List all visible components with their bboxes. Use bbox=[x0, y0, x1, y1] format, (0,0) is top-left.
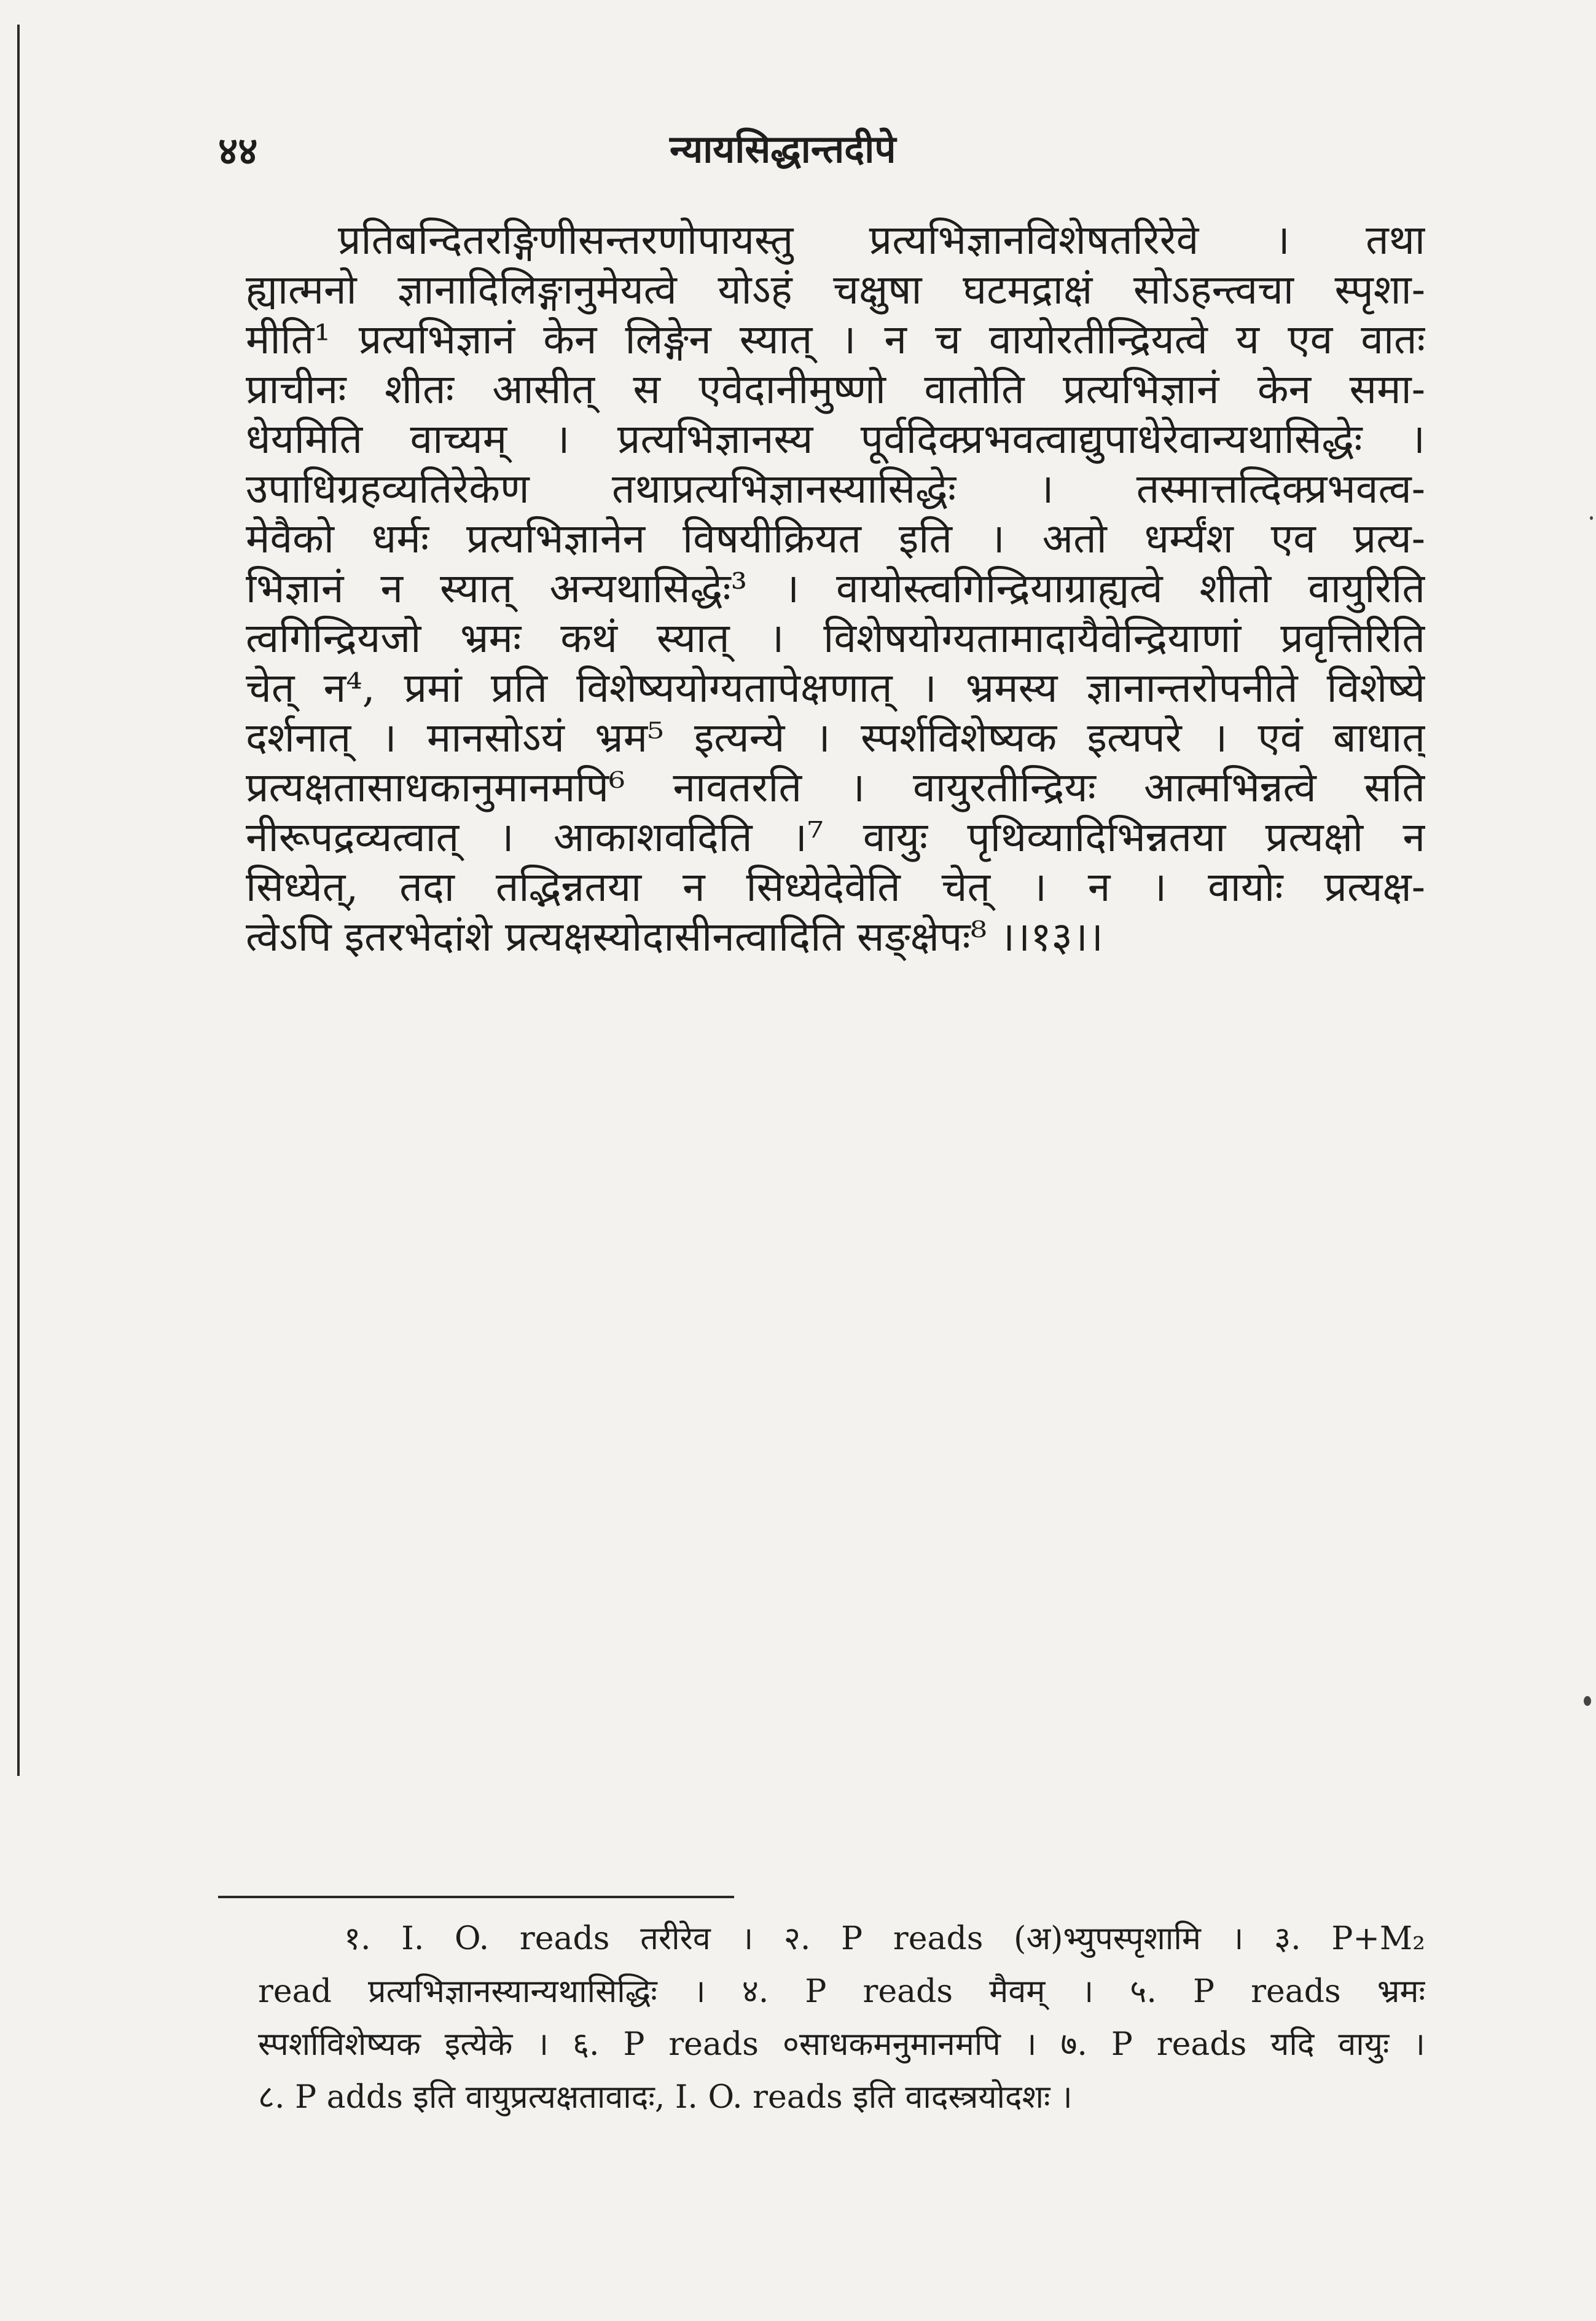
text-line: प्रत्यक्षतासाधकानुमानमपि⁶ नावतरति । वायुरतीन्द्रियः आत्मभिन्नत्वे सति bbox=[246, 764, 1425, 811]
footnote-line: १. I. O. reads तरीरेव । २. P reads (अ)भ्युपस्पृशामि । ३. P+M₂ bbox=[344, 1920, 1425, 1957]
main-text bbox=[246, 215, 1425, 962]
text-line: नीरूपद्रव्यत्वात् । आकाशवदिति ।⁷ वायुः पृथिव्यादिभिन्नतया प्रत्यक्षो न bbox=[246, 814, 1425, 861]
footnote-rule bbox=[218, 1896, 734, 1898]
footnote-line: ८. P adds इति वायुप्रत्यक्षतावादः, I. O. reads इति वादस्त्रयोदशः । bbox=[258, 2079, 1073, 2116]
text-line: दर्शनात् । मानसोऽयं भ्रम⁵ इत्यन्ये । स्पर्शविशेष्यक इत्यपरे । एवं बाधात् bbox=[246, 714, 1425, 761]
scan-speck bbox=[1584, 1696, 1591, 1706]
text-line: चेत् न⁴, प्रमां प्रति विशेष्ययोग्यतापेक्षणात् । भ्रमस्य ज्ञानान्तरोपनीते विशेष्ये bbox=[246, 664, 1425, 712]
text-line: धेयमिति वाच्यम् । प्रत्यभिज्ञानस्य पूर्वदिक्प्रभवत्वाद्युपाधेरेवान्यथासिद्धेः । bbox=[246, 415, 1425, 463]
scan-speck bbox=[1590, 516, 1593, 520]
footnotes bbox=[258, 1912, 1425, 2124]
text-line: मेवैको धर्मः प्रत्यभिज्ञानेन विषयीक्रियत इति । अतो धर्म्यंश एव प्रत्य- bbox=[246, 515, 1425, 562]
footnote-line: स्पर्शाविशेष्यक इत्येके । ६. P reads ०साधकमनुमानमपि । ७. P reads यदि वायुः । bbox=[258, 2026, 1425, 2063]
text-line: सिध्येत्, तदा तद्भिन्नतया न सिध्येदेवेति चेत् । न । वायोः प्रत्यक्ष- bbox=[246, 863, 1425, 911]
page-edge-rule bbox=[17, 25, 20, 1776]
text-line: उपाधिग्रहव्यतिरेकेण तथाप्रत्यभिज्ञानस्यासिद्धेः । तस्मात्तत्दिक्प्रभवत्व- bbox=[246, 465, 1425, 513]
text-line: त्वेऽपि इतरभेदांशे प्रत्यक्षस्योदासीनत्वादिति सङ्क्षेपः⁸ ।।१३।। bbox=[246, 913, 1103, 960]
page-number: ४४ bbox=[218, 128, 258, 173]
running-title: न्यायसिद्धान्तदीपे bbox=[670, 127, 896, 171]
text-line: भिज्ञानं न स्यात् अन्यथासिद्धेः³ । वायोस्त्वगिन्द्रियाग्राह्यत्वे शीतो वायुरिति bbox=[246, 565, 1425, 612]
footnote-line: read प्रत्यभिज्ञानस्यान्यथासिद्धिः । ४. P reads मैवम् । ५. P reads भ्रमः bbox=[258, 1973, 1425, 2010]
text-line: ह्यात्मनो ज्ञानादिलिङ्गानुमेयत्वे योऽहं चक्षुषा घटमद्राक्षं सोऽहन्त्वचा स्पृशा- bbox=[246, 266, 1425, 313]
text-line: प्राचीनः शीतः आसीत् स एवेदानीमुष्णो वातोति प्रत्यभिज्ञानं केन समा- bbox=[246, 366, 1425, 413]
text-line: त्वगिन्द्रियजो भ्रमः कथं स्यात् । विशेषयोग्यतामादायैवेन्द्रियाणां प्रवृत्तिरिति bbox=[246, 615, 1425, 662]
text-line: प्रतिबन्दितरङ्गिणीसन्तरणोपायस्तु प्रत्यभिज्ञानविशेषतरिरेवे । तथा bbox=[338, 216, 1425, 264]
text-line: मीति¹ प्रत्यभिज्ञानं केन लिङ्गेन स्यात् । न च वायोरतीन्द्रियत्वे य एव वातः bbox=[246, 316, 1425, 363]
